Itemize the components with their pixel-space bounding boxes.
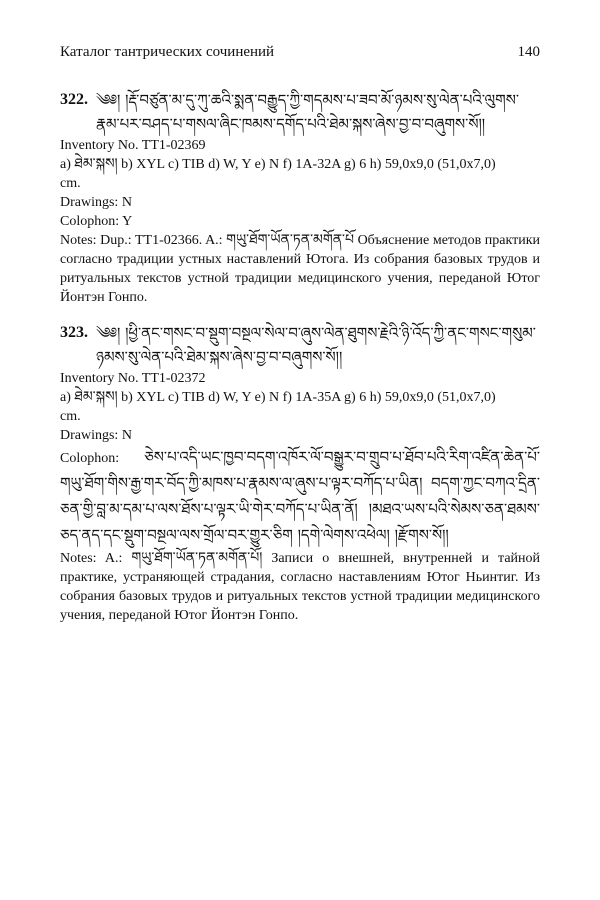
page-number: 140 — [517, 44, 540, 60]
colophon-tibetan: ཅེས་པ་འདི་ཡང་ཁྱབ་བདག་འཁོར་ལོ་བསྒྱུར་བ་གྲུབ་པ་ཐོབ་པའི་རིག་འཛིན་ཆེན་པོ་གཡུ་ཐོག་གིས་རྒྱ་གར་བོད་ཀྱི་མཁས་པ་རྣམས་ལ་ཞུས་པ་ལྟར་བཀོད་པ་ཡིན། བདག་ཀྱང་བཀའ་དྲིན་ཅན་གྱི་བླ་མ་དམ་པ་ལས་ཐོས་པ་ལྟར་ཡི་གེར་བཀོད་པ་ཡིན་ནོ། །མཐའ་ཡས་པའི་སེམས་ཅན་ཐམས་ཅད་ནད་དང་སྡུག་བསྔལ་ལས་གྲོལ་བར་གྱུར་ཅིག །དགེ་ལེགས་འཕེལ། །རྫོགས་སོ།། — [60, 448, 540, 544]
drawings-field: Drawings: N — [60, 428, 132, 443]
notes-text: Объяснение методов практики согласно традиции устных наставлений Ютога. Из собрания базовых трудов и ритуальных текстов устной традиции медицинского учения, переданой Ютог Йонтэн Гонпо. — [60, 233, 540, 305]
notes-label: Notes: Dup.: TT1-02366. A.: — [60, 233, 223, 248]
inventory-number: Inventory No. TT1-02369 — [60, 138, 206, 153]
entry-title-line — [60, 88, 540, 136]
codes-rest: b) XYL c) TIB d) W, Y e) N f) 1A-35A g) 6 h) 59,0x9,0 (51,0x7,0) — [121, 390, 496, 405]
catalog-entry-322 — [60, 88, 540, 307]
entry-number: 323. — [60, 324, 88, 341]
codes-prefix: a) — [60, 157, 71, 172]
notes-text: Записи о внешней, внутренней и тайной практике, устраняющей страдания, согласно наставлениям Ютог Ньинтиг. Из собрания базовых трудов и ритуальных текстов устной традиции медицинского учения, переданой Ютог Йонтэн Гонпо. — [60, 551, 541, 623]
codes-prefix: a) — [60, 390, 71, 405]
notes-field — [60, 231, 540, 307]
catalog-entry-323 — [60, 321, 540, 625]
codes-tibetan: ཐེམ་སྐས། — [74, 389, 118, 405]
colophon-field — [60, 445, 540, 549]
notes-tibetan: གཡུ་ཐོག་ཡོན་ཏན་མགོན་པོ — [226, 232, 354, 248]
colophon-field: Colophon: Y — [60, 214, 133, 229]
entry-title-line — [60, 321, 540, 369]
codes-tibetan: ཐེམ་སྐས། — [74, 156, 118, 172]
catalog-body — [60, 88, 540, 639]
entry-number: 322. — [60, 91, 88, 108]
tibetan-title: ༄༅། །རྡོ་བཙུན་མ་དུ་ཀུ་ཆའི་སྨན་བརྒྱུད་ཀྱི་གདམས་པ་ཟབ་མོ་ཉམས་སུ་ལེན་པའི་ལུགས་རྣམ་པར་བཤད་པ་གསལ་ཞིང་ཁམས་དགོད་པའི་ཐེམ་སྐས་ཞེས་བྱ་བ་བཞུགས་སོ།། — [96, 91, 519, 133]
drawings-field: Drawings: N — [60, 195, 132, 210]
notes-tibetan: གཡུ་ཐོག་ཡོན་ཏན་མགོན་པོ། — [131, 550, 263, 566]
page-header — [60, 44, 540, 61]
codes-line — [60, 155, 540, 174]
unit-label: cm. — [60, 176, 81, 191]
codes-rest: b) XYL c) TIB d) W, Y e) N f) 1A-32A g) 6 h) 59,0x9,0 (51,0x7,0) — [121, 157, 496, 172]
codes-line — [60, 388, 540, 407]
notes-field — [60, 549, 540, 625]
unit-label: cm. — [60, 409, 81, 424]
inventory-number: Inventory No. TT1-02372 — [60, 371, 206, 386]
notes-label: Notes: A.: — [60, 551, 123, 566]
colophon-label: Colophon: — [60, 451, 120, 466]
tibetan-title: ༄༅། །ཕྱི་ནང་གསང་བ་སྡུག་བསྔལ་སེལ་བ་ཞུས་ལེན་ཐུགས་རྗེའི་ཉི་འོད་ཀྱི་ནང་གསང་གསུམ་ཉམས་སུ་ལེན་པའི་ཐེམ་སྐས་ཞེས་བྱ་བ་བཞུགས་སོ།། — [96, 324, 536, 366]
running-title: Каталог тантрических сочинений — [60, 44, 275, 60]
